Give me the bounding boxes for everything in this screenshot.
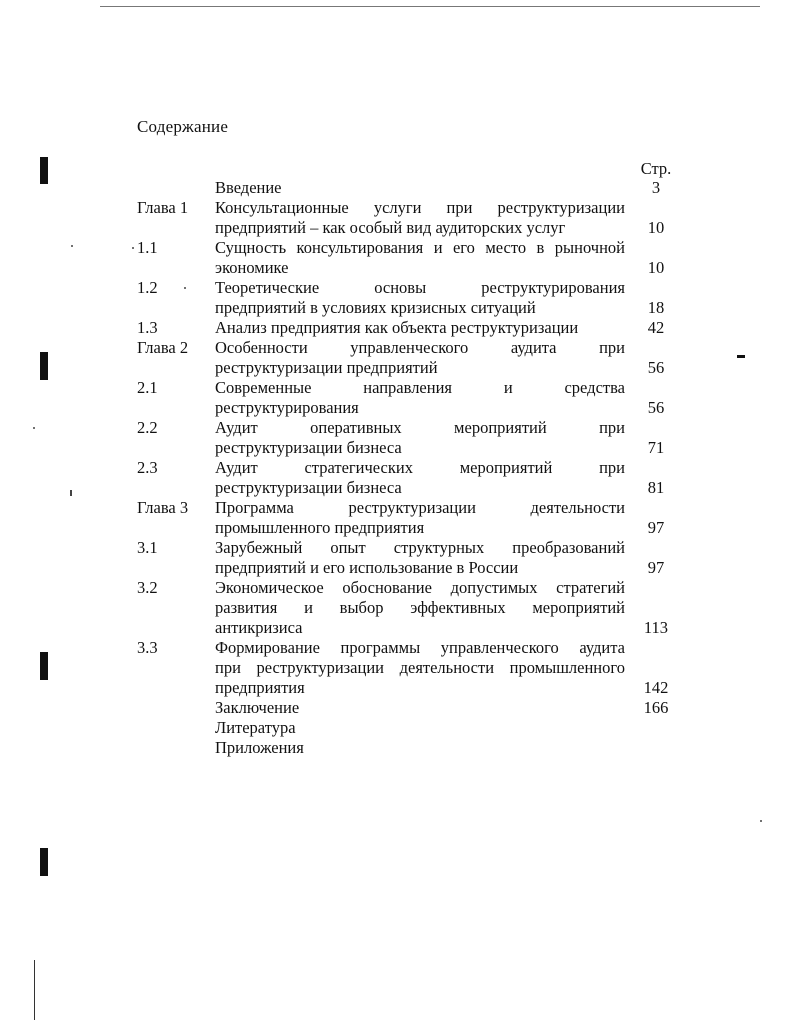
toc-entry-title	[215, 338, 625, 378]
toc-entry-title	[215, 278, 625, 318]
toc-entry-title	[215, 238, 625, 278]
toc-entry-number: 2.2	[137, 418, 158, 437]
toc-entry-number: 3.2	[137, 578, 158, 597]
page-column-header: Стр.	[640, 159, 672, 178]
toc-entry-number: 1.2	[137, 278, 158, 297]
toc-entry-line: Теоретические основы реструктурирования	[215, 278, 625, 297]
toc-entry-number: 3.3	[137, 638, 158, 657]
toc-entry-line: предприятия	[215, 678, 305, 697]
toc-entry-page: 56	[647, 398, 665, 417]
toc-entry-line: Литература	[215, 718, 296, 737]
scan-speck	[71, 245, 73, 247]
toc-entry-page: 113	[643, 618, 669, 637]
toc-entry-line: Программа реструктуризации деятельности	[215, 498, 625, 517]
toc-entry-page: 10	[647, 258, 665, 277]
toc-entry-line: реструктуризации предприятий	[215, 358, 438, 377]
toc-entry-title	[215, 578, 625, 638]
document-title: Содержание	[137, 117, 229, 136]
toc-entry-line: антикризиса	[215, 618, 303, 637]
toc-entry-page: 42	[647, 318, 665, 337]
toc-entry-page: 56	[647, 358, 665, 377]
toc-entry-page: 10	[647, 218, 665, 237]
toc-entry-page: 142	[643, 678, 669, 697]
toc-entry-title	[215, 718, 625, 738]
toc-entry-number: 1.1	[137, 238, 158, 257]
toc-entry-title	[215, 318, 625, 338]
toc-entry-title	[215, 638, 625, 698]
scan-mark	[737, 355, 745, 358]
toc-entry-number: Глава 1	[137, 198, 189, 217]
toc-entry-line: Сущность консультирования и его место в рыночной	[215, 238, 625, 257]
toc-entry-line: Заключение	[215, 698, 300, 717]
toc-entry-page: 97	[647, 518, 665, 537]
toc-entry-line: при реструктуризации деятельности промышленного	[215, 658, 625, 677]
toc-entry-line: предприятий в условиях кризисных ситуаций	[215, 298, 536, 317]
scan-speck	[760, 820, 762, 822]
toc-entry-page: 71	[647, 438, 665, 457]
toc-entry-title	[215, 458, 625, 498]
scan-mark	[34, 960, 35, 1020]
scan-mark	[40, 352, 48, 380]
toc-entry-page: 166	[643, 698, 669, 717]
toc-entry-number: Глава 3	[137, 498, 189, 517]
toc-entry-number: 3.1	[137, 538, 158, 557]
toc-entry-line: Современные направления и средства	[215, 378, 625, 397]
toc-entry-number: 2.1	[137, 378, 158, 397]
toc-entry-title	[215, 738, 625, 758]
toc-entry-line: предприятий – как особый вид аудиторских услуг	[215, 218, 566, 237]
toc-entry-line: Аудит стратегических мероприятий при	[215, 458, 625, 477]
toc-entry-line: Экономическое обоснование допустимых стратегий	[215, 578, 625, 597]
toc-entry-line: промышленного предприятия	[215, 518, 425, 537]
toc-entry-page: 18	[647, 298, 665, 317]
toc-entry-number: 2.3	[137, 458, 158, 477]
toc-entry-number: Глава 2	[137, 338, 189, 357]
toc-entry-page: 3	[651, 178, 661, 197]
toc-entry-line: Аудит оперативных мероприятий при	[215, 418, 625, 437]
toc-entry-title	[215, 378, 625, 418]
scan-speck	[184, 287, 186, 289]
toc-entry-line: развития и выбор эффективных мероприятий	[215, 598, 625, 617]
scan-speck	[70, 490, 72, 496]
scan-speck	[132, 247, 134, 249]
toc-entry-line: реструктурирования	[215, 398, 359, 417]
scan-mark	[40, 848, 48, 876]
toc-entry-page: 97	[647, 558, 665, 577]
toc-entry-title	[215, 538, 625, 578]
toc-entry-number: 1.3	[137, 318, 158, 337]
toc-entry-title	[215, 418, 625, 458]
toc-entry-line: реструктуризации бизнеса	[215, 478, 402, 497]
toc-entry-line: реструктуризации бизнеса	[215, 438, 402, 457]
scan-top-edge	[100, 6, 760, 7]
toc-entry-title	[215, 198, 625, 238]
toc-entry-line: Анализ предприятия как объекта реструктуризации	[215, 318, 579, 337]
toc-entry-page: 81	[647, 478, 665, 497]
toc-entry-title	[215, 698, 625, 718]
toc-entry-title	[215, 178, 625, 198]
toc-entry-line: предприятий и его использование в России	[215, 558, 519, 577]
toc-entry-title	[215, 498, 625, 538]
toc-entry-line: Формирование программы управленческого аудита	[215, 638, 625, 657]
toc-entry-line: Приложения	[215, 738, 304, 757]
toc-entry-line: Особенности управленческого аудита при	[215, 338, 625, 357]
scan-speck	[33, 427, 35, 429]
toc-entry-line: Зарубежный опыт структурных преобразований	[215, 538, 625, 557]
scan-mark	[40, 157, 48, 184]
toc-entry-line: экономике	[215, 258, 289, 277]
toc-entry-line: Консультационные услуги при реструктуризации	[215, 198, 625, 217]
toc-entry-line: Введение	[215, 178, 282, 197]
scan-mark	[40, 652, 48, 680]
